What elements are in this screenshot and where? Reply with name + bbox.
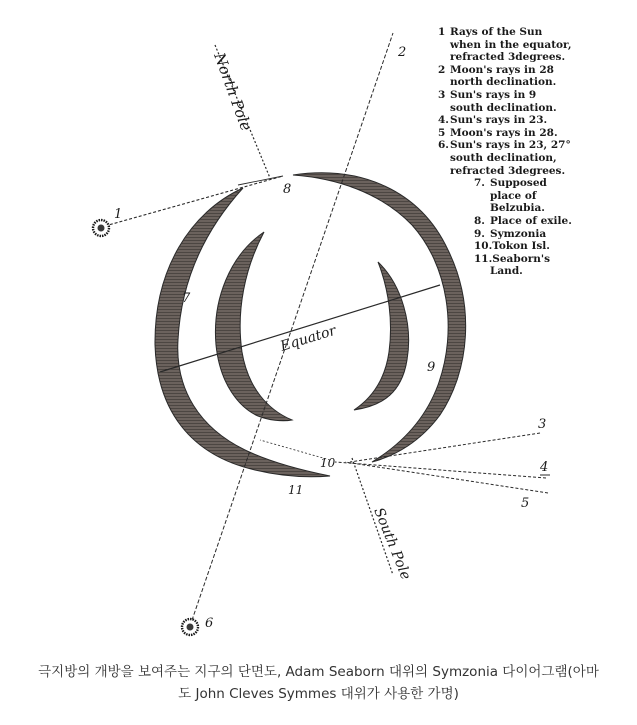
legend-number: 4. [438, 114, 449, 127]
legend-item [438, 228, 628, 241]
marker-11: 11 [288, 483, 304, 497]
legend-number: 10. [474, 240, 493, 253]
legend [438, 26, 628, 278]
caption-line-1: 극지방의 개방을 보여주는 지구의 단면도, Adam Seaborn 대위의 Symzonia 다이어그램(아마 [38, 664, 599, 680]
legend-continuation: place of [490, 189, 537, 202]
inner-crust-right [354, 262, 409, 410]
north-pole-label: North Pole [210, 50, 256, 134]
legend-item [438, 253, 628, 278]
legend-text: Tokon Isl. [492, 240, 550, 253]
marker-3: 3 [538, 417, 547, 432]
legend-continuation: when in the equator, [450, 38, 572, 51]
legend-number: 7. [474, 177, 485, 190]
legend-text: Sun's rays in 23, 27° [450, 139, 571, 152]
marker-5: 5 [521, 496, 530, 511]
legend-item [438, 26, 628, 64]
legend-item [438, 114, 628, 127]
south-pole-label: South Pole [370, 505, 414, 583]
legend-text: Moon's rays in 28. [450, 126, 558, 139]
legend-item [438, 240, 628, 253]
legend-continuation: north declination. [450, 76, 557, 89]
legend-continuation: Belzubia. [490, 202, 545, 215]
legend-text: Place of exile. [490, 214, 572, 227]
equator-label: Equator [278, 322, 338, 355]
marker-9: 9 [427, 360, 436, 375]
legend-continuation: Land. [490, 265, 523, 278]
marker-6: 6 [205, 616, 214, 631]
legend-item [438, 89, 628, 114]
legend-text: Sun's rays in 23. [450, 114, 548, 127]
moon-icon-2 [395, 22, 406, 40]
legend-number: 1 [438, 26, 446, 38]
legend-number: 5 [438, 126, 446, 139]
legend-number: 9. [474, 227, 485, 240]
legend-item [438, 215, 628, 228]
legend-item [438, 177, 628, 215]
sun-ray-1 [105, 176, 283, 226]
caption-line-2: 도 John Cleves Symmes 대위가 사용한 가명) [178, 686, 459, 702]
legend-continuation: south declination, [450, 151, 557, 164]
legend-continuation: south declination. [450, 101, 557, 114]
legend-number: 6. [438, 139, 449, 152]
legend-text: Symzonia [490, 227, 547, 240]
legend-number: 2 [438, 63, 446, 76]
legend-text: Rays of the Sun [450, 26, 543, 38]
marker-8: 8 [283, 182, 292, 197]
marker-10: 10 [320, 456, 336, 470]
moon-ray-5 [345, 462, 548, 493]
sun-ray-1-inner [238, 176, 283, 185]
legend-item [438, 139, 628, 177]
legend-number: 3 [438, 88, 446, 101]
legend-text: Supposed [490, 177, 547, 190]
sun-ray-4 [335, 460, 549, 478]
sun-icon-6 [182, 619, 198, 635]
sun-icon-1 [93, 220, 109, 236]
marker-4: 4 [540, 460, 549, 475]
marker-7: 7 [182, 291, 191, 306]
marker-2: 2 [398, 45, 407, 60]
inner-crust-left [215, 232, 292, 421]
legend-continuation: refracted 3degrees. [450, 51, 566, 64]
legend-text: Seaborn's [492, 252, 550, 265]
legend-text: Sun's rays in 9 [450, 88, 537, 101]
legend-text: Moon's rays in 28 [450, 63, 554, 76]
legend-number: 8. [474, 214, 485, 227]
legend-continuation: refracted 3degrees. [450, 164, 566, 177]
marker-1: 1 [114, 207, 123, 222]
legend-item [438, 127, 628, 140]
legend-item [438, 64, 628, 89]
figure-caption [10, 661, 627, 705]
legend-number: 11. [474, 252, 493, 265]
